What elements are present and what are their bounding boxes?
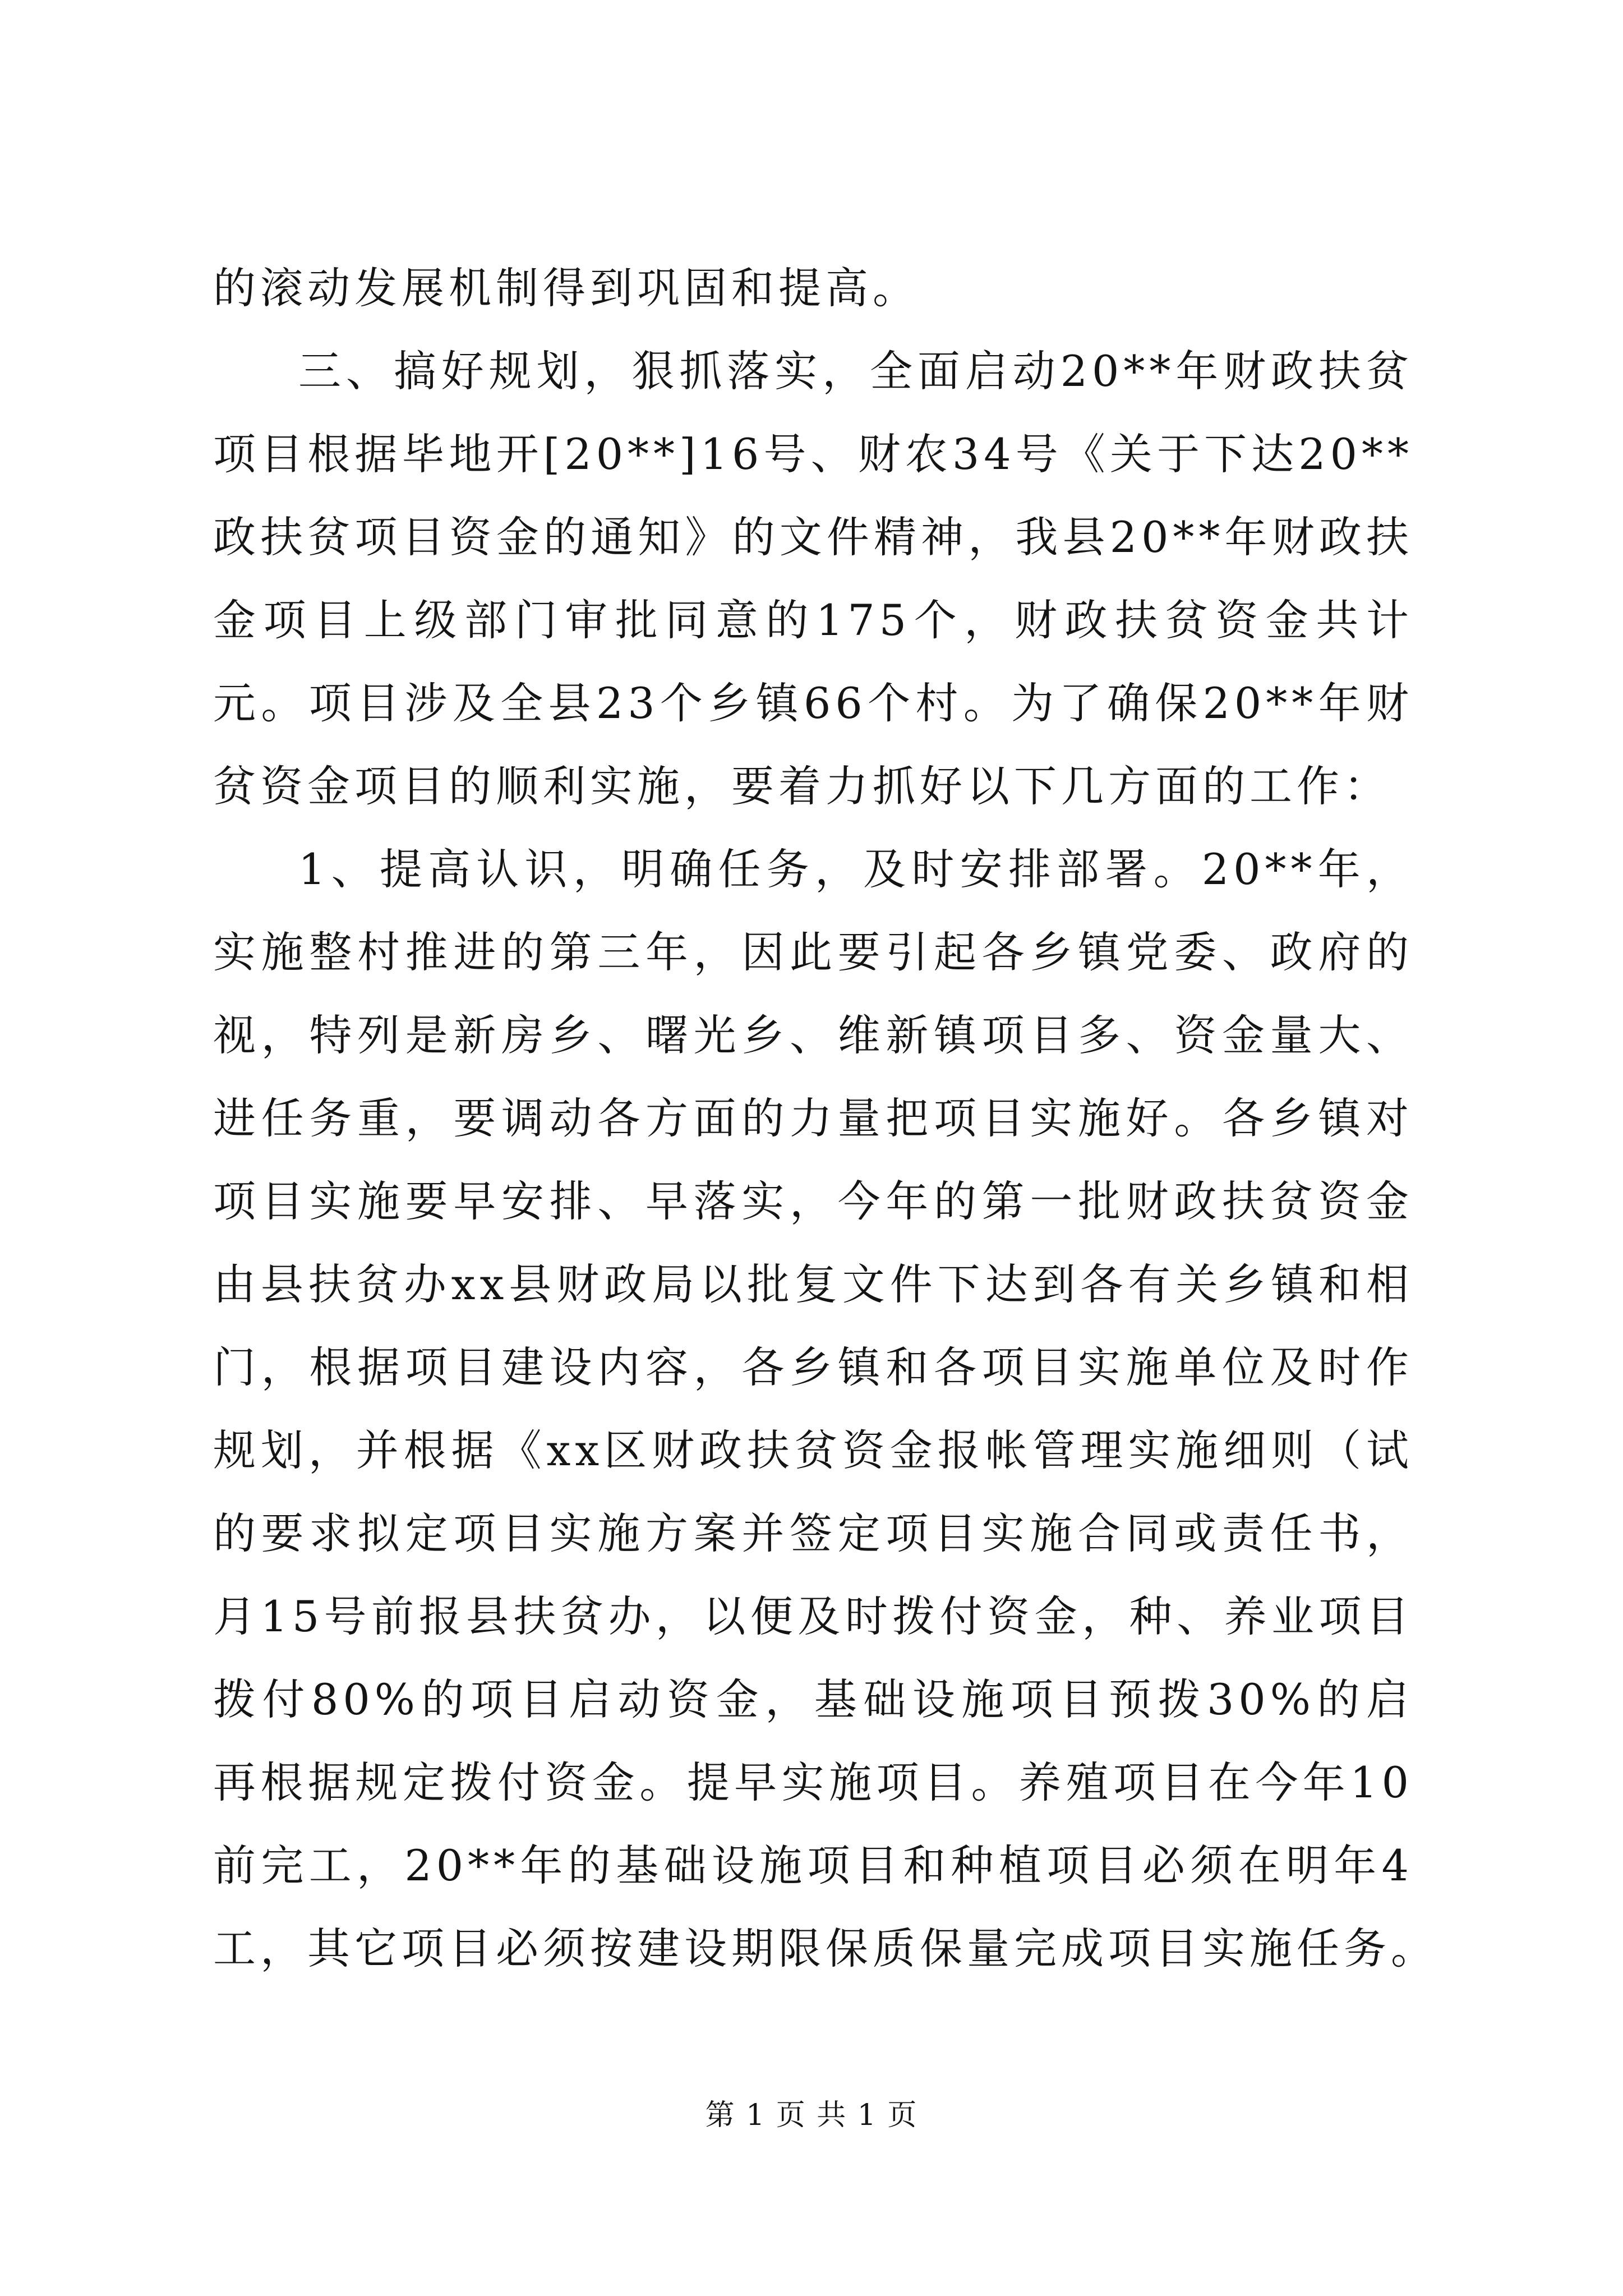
text-line: 项目根据毕地开[20**]16号、财农34号《关于下达20** <box>213 429 1413 479</box>
page-number-footer: 第 1 页 共 1 页 <box>705 2099 918 2132</box>
text-line: 实施整村推进的第三年，因此要引起各乡镇党委、政府的 <box>213 927 1413 977</box>
text-line: 前完工，20**年的基础设施项目和种植项目必须在明年4 <box>213 1841 1413 1890</box>
text-line: 进任务重，要调动各方面的力量把项目实施好。各乡镇对 <box>213 1093 1413 1143</box>
text-line: 再根据规定拨付资金。提早实施项目。养殖项目在今年10 <box>213 1757 1413 1807</box>
text-line: 政扶贫项目资金的通知》的文件精神，我县20**年财政扶 <box>213 512 1413 562</box>
text-line: 金项目上级部门审批同意的175个，财政扶贫资金共计 <box>213 595 1413 645</box>
paragraph-first-line: 三、搞好规划，狠抓落实，全面启动20**年财政扶贫 <box>298 346 1413 396</box>
text-line: 门，根据项目建设内容，各乡镇和各项目实施单位及时作 <box>213 1342 1413 1392</box>
text-line: 规划，并根据《xx区财政扶贫资金报帐管理实施细则（试 <box>213 1425 1413 1475</box>
text-line: 由县扶贫办xx县财政局以批复文件下达到各有关乡镇和相 <box>213 1259 1413 1309</box>
text-line: 贫资金项目的顺利实施，要着力抓好以下几方面的工作： <box>213 761 1391 811</box>
text-line: 项目实施要早安排、早落实，今年的第一批财政扶贫资金 <box>213 1176 1413 1226</box>
paragraph-first-line: 1、提高认识，明确任务，及时安排部署。20**年， <box>298 844 1413 894</box>
text-line: 的要求拟定项目实施方案并签定项目实施合同或责任书， <box>213 1508 1413 1558</box>
text-line: 的滚动发展机制得到巩固和提高。 <box>213 263 920 313</box>
text-line: 拨付80%的项目启动资金，基础设施项目预拨30%的启 <box>213 1674 1413 1724</box>
body-text <box>213 247 1438 1990</box>
text-line: 工，其它项目必须按建设期限保质保量完成项目实施任务。 <box>213 1924 1438 1973</box>
text-line: 元。项目涉及全县23个乡镇66个村。为了确保20**年财 <box>213 678 1413 728</box>
text-line: 视，特列是新房乡、曙光乡、维新镇项目多、资金量大、 <box>213 1010 1413 1060</box>
text-line: 月15号前报县扶贫办，以便及时拨付资金，种、养业项目 <box>213 1591 1413 1641</box>
